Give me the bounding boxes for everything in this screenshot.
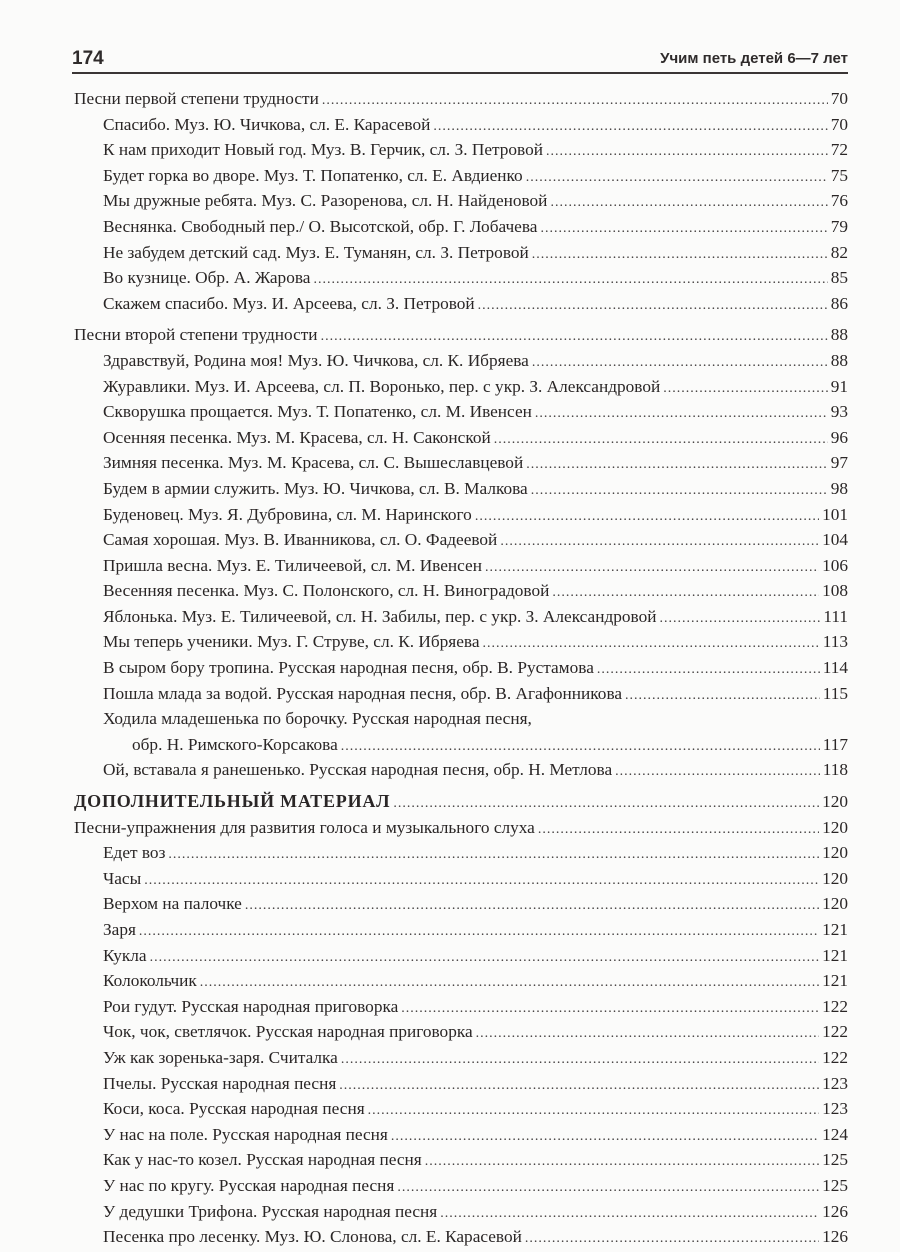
- toc-item-title: Самая хорошая. Муз. В. Иванникова, сл. О. Фадеевой: [103, 530, 498, 550]
- toc-page: 96: [830, 427, 848, 447]
- toc-item[interactable]: [74, 399, 848, 425]
- toc-item-title: Чок, чок, светлячок. Русская народная приговорка: [103, 1022, 473, 1042]
- leader-dots: [391, 1124, 819, 1150]
- leader-dots: [532, 350, 828, 376]
- toc-item[interactable]: [74, 291, 848, 317]
- leader-dots: [341, 1047, 819, 1073]
- toc-page: 125: [822, 1150, 848, 1170]
- toc-item-title: Зимняя песенка. Муз. М. Красева, сл. С. Вышеславцевой: [103, 453, 524, 473]
- leader-dots: [552, 580, 819, 606]
- toc-item-title: Пошла млада за водой. Русская народная песня, обр. В. Агафонникова: [103, 683, 623, 703]
- leader-dots: [625, 683, 820, 709]
- toc-item[interactable]: [74, 553, 848, 579]
- leader-dots: [494, 427, 828, 453]
- toc-major-title: ДОПОЛНИТЕЛЬНЫЙ МАТЕРИАЛ: [74, 791, 391, 812]
- toc-item-title: Песенка про лесенку. Муз. Ю. Слонова, сл. Е. Карасевой: [103, 1227, 522, 1247]
- leader-dots: [313, 267, 827, 293]
- toc-item-title: Будет горка во дворе. Муз. Т. Попатенко, сл. Е. Авдиенко: [103, 165, 523, 185]
- leader-dots: [144, 868, 819, 894]
- toc-item-title: Весенняя песенка. Муз. С. Полонского, сл. Н. Виноградовой: [103, 581, 550, 601]
- toc-page: 122: [822, 1047, 848, 1067]
- toc-page: 120: [822, 843, 848, 863]
- toc-page: 117: [822, 734, 848, 754]
- leader-dots: [526, 452, 828, 478]
- toc-page: 101: [822, 504, 848, 524]
- toc-item-title: К нам приходит Новый год. Муз. В. Герчик, сл. З. Петровой: [103, 140, 543, 160]
- toc-page: 76: [830, 191, 848, 211]
- leader-dots: [397, 1175, 819, 1201]
- toc-page: 79: [830, 216, 848, 236]
- leader-dots: [483, 631, 820, 657]
- leader-dots: [440, 1201, 819, 1227]
- toc-item[interactable]: [74, 1045, 848, 1071]
- toc-page: 82: [830, 242, 848, 262]
- toc-item[interactable]: [74, 1096, 848, 1122]
- toc-item-title: Колокольчик: [103, 971, 197, 991]
- toc-item-title: У дедушки Трифона. Русская народная песня: [103, 1201, 438, 1221]
- leader-dots: [532, 242, 828, 268]
- toc-item[interactable]: [74, 840, 848, 866]
- toc-item[interactable]: [74, 994, 848, 1020]
- toc-item-title: Рои гудут. Русская народная приговорка: [103, 996, 399, 1016]
- header-rule: [72, 72, 848, 74]
- toc-page: 121: [822, 971, 848, 991]
- toc-page: 104: [822, 530, 848, 550]
- toc-item[interactable]: [74, 137, 848, 163]
- toc-item-title: Пчелы. Русская народная песня: [103, 1073, 337, 1093]
- toc-section-title: Песни второй степени трудности: [74, 325, 318, 345]
- leader-dots: [339, 1073, 819, 1099]
- toc-item[interactable]: [74, 476, 848, 502]
- toc-item-title: Журавлики. Муз. И. Арсеева, сл. П. Воронько, пер. с укр. З. Александровой: [103, 376, 661, 396]
- leader-dots: [485, 555, 819, 581]
- toc-page: 98: [830, 478, 848, 498]
- toc-item[interactable]: [74, 604, 848, 630]
- toc-item-title: Здравствуй, Родина моя! Муз. Ю. Чичкова, сл. К. Ибряева: [103, 350, 529, 370]
- toc-page: 123: [822, 1073, 848, 1093]
- toc-page: 114: [822, 658, 848, 678]
- leader-dots: [150, 945, 820, 971]
- toc-subsection-title: Песни-упражнения для развития голоса и музыкального слуха: [74, 817, 535, 837]
- toc-page: 125: [822, 1175, 848, 1195]
- toc-item-title: Пришла весна. Муз. Е. Тиличеевой, сл. М. Ивенсен: [103, 555, 482, 575]
- toc-page: 91: [830, 376, 848, 396]
- toc-item-title: Кукла: [103, 945, 147, 965]
- leader-dots: [200, 970, 819, 996]
- toc-item-title: У нас по кругу. Русская народная песня: [103, 1175, 395, 1195]
- toc-page: 122: [822, 996, 848, 1016]
- toc-item-title: Заря: [103, 920, 136, 939]
- leader-dots: [540, 216, 827, 242]
- toc-item-title: В сыром бору тропина. Русская народная песня, обр. В. Рустамова: [103, 658, 594, 678]
- toc-page: 126: [822, 1201, 848, 1221]
- leader-dots: [368, 1098, 819, 1124]
- leader-dots: [393, 791, 819, 817]
- toc-section-1[interactable]: [74, 86, 848, 112]
- toc-page: 88: [830, 350, 848, 370]
- leader-dots: [500, 529, 819, 555]
- toc-item-title: Скворушка прощается. Муз. Т. Попатенко, сл. М. Ивенсен: [103, 402, 532, 422]
- leader-dots: [341, 734, 820, 760]
- leader-dots: [663, 376, 828, 402]
- toc-item[interactable]: [74, 655, 848, 681]
- toc-item[interactable]: [74, 502, 848, 528]
- leader-dots: [546, 139, 828, 165]
- leader-dots: [526, 165, 828, 191]
- toc-item-title: Веснянка. Свободный пер./ О. Высотской, обр. Г. Лобачева: [103, 216, 538, 236]
- toc-item[interactable]: [74, 240, 848, 266]
- toc-page: 86: [830, 293, 848, 313]
- toc-item[interactable]: [74, 681, 848, 707]
- toc-item[interactable]: [74, 188, 848, 214]
- leader-dots: [659, 606, 820, 632]
- toc-item[interactable]: [74, 578, 848, 604]
- running-title: Учим петь детей 6—7 лет: [660, 50, 848, 67]
- toc-item-title: Скажем спасибо. Муз. И. Арсеева, сл. З. Петровой: [103, 293, 475, 313]
- toc-page: 121: [822, 945, 848, 965]
- page-header: [72, 36, 848, 70]
- toc-item[interactable]: [74, 425, 848, 451]
- toc-item-title: Ой, вставала я ранешенько. Русская народная песня, обр. Н. Метлова: [103, 760, 613, 780]
- toc-item-title: Во кузнице. Обр. А. Жарова: [103, 268, 311, 288]
- toc-page: 121: [822, 920, 848, 939]
- leader-dots: [139, 919, 819, 945]
- toc-item[interactable]: [74, 348, 848, 374]
- toc-item[interactable]: [74, 214, 848, 240]
- toc-item[interactable]: [74, 1019, 848, 1045]
- toc-item[interactable]: [74, 943, 848, 969]
- toc-item[interactable]: [74, 866, 848, 892]
- toc-item-continuation[interactable]: [74, 732, 848, 758]
- toc-item[interactable]: [74, 1173, 848, 1199]
- toc-item-title: Спасибо. Муз. Ю. Чичкова, сл. Е. Карасевой: [103, 114, 431, 134]
- leader-dots: [615, 759, 820, 785]
- toc-additional-material[interactable]: [74, 789, 848, 815]
- leader-dots: [478, 293, 828, 319]
- toc-subsection[interactable]: [74, 815, 848, 841]
- toc-item[interactable]: [74, 265, 848, 291]
- page-number: 174: [72, 48, 104, 69]
- toc-item-title: Будем в армии служить. Муз. Ю. Чичкова, сл. В. Малкова: [103, 478, 528, 498]
- toc-page: 120: [822, 868, 848, 888]
- leader-dots: [535, 401, 828, 427]
- toc-item[interactable]: [74, 112, 848, 138]
- toc-item[interactable]: [74, 450, 848, 476]
- toc-item[interactable]: [74, 1224, 848, 1250]
- toc-item-title: Яблонька. Муз. Е. Тиличеевой, сл. Н. Забилы, пер. с укр. З. Александровой: [103, 606, 657, 626]
- toc-section-title: Песни первой степени трудности: [74, 89, 319, 108]
- toc-page: 118: [822, 760, 848, 780]
- toc-item-title: Как у нас-то козел. Русская народная песня: [103, 1150, 422, 1170]
- toc-item[interactable]: [74, 527, 848, 553]
- toc-item-title: Буденовец. Муз. Я. Дубровина, сл. М. Наринского: [103, 504, 472, 524]
- toc-item-title-continuation: обр. Н. Римского-Корсакова: [132, 734, 338, 754]
- leader-dots: [525, 1226, 819, 1252]
- toc-item[interactable]: [74, 629, 848, 655]
- leader-dots: [401, 996, 819, 1022]
- toc-page: 97: [830, 453, 848, 473]
- toc-page: 123: [822, 1099, 848, 1119]
- toc-item-title: Ходила младешенька по борочку. Русская народная песня,: [103, 709, 532, 729]
- toc-page: 120: [822, 894, 848, 914]
- leader-dots: [433, 114, 827, 140]
- toc-item-title: Не забудем детский сад. Муз. Е. Туманян, сл. З. Петровой: [103, 242, 529, 262]
- leader-dots: [550, 190, 827, 216]
- leader-dots: [476, 1021, 819, 1047]
- toc-item-title: Мы теперь ученики. Муз. Г. Струве, сл. К. Ибряева: [103, 632, 480, 652]
- toc-item[interactable]: [74, 757, 848, 783]
- toc-page: 72: [830, 140, 848, 160]
- leader-dots: [321, 324, 828, 350]
- toc-item-title: У нас на поле. Русская народная песня: [103, 1124, 388, 1144]
- toc-item-title: Осенняя песенка. Муз. М. Красева, сл. Н. Саконской: [103, 427, 491, 447]
- toc-page: 85: [830, 268, 848, 288]
- toc-page: 88: [830, 325, 848, 345]
- toc-item[interactable]: [74, 1122, 848, 1148]
- leader-dots: [322, 88, 828, 114]
- leader-dots: [168, 842, 819, 868]
- toc-item-title: Мы дружные ребята. Муз. С. Разоренова, сл. Н. Найденовой: [103, 191, 548, 211]
- leader-dots: [597, 657, 820, 683]
- leader-dots: [475, 504, 819, 530]
- table-of-contents: [74, 86, 848, 1250]
- toc-item[interactable]: [74, 374, 848, 400]
- toc-page: 111: [823, 606, 848, 626]
- toc-item[interactable]: [74, 1147, 848, 1173]
- toc-section-2[interactable]: [74, 322, 848, 348]
- toc-page: 70: [830, 89, 848, 108]
- toc-page: 75: [830, 165, 848, 185]
- toc-item-first-line[interactable]: [74, 706, 848, 732]
- toc-item-title: Часы: [103, 868, 142, 888]
- toc-page: 122: [822, 1022, 848, 1042]
- toc-item-title: Едет воз: [103, 843, 166, 863]
- toc-page: 124: [822, 1124, 848, 1144]
- toc-page: 106: [822, 555, 848, 575]
- toc-item[interactable]: [74, 1071, 848, 1097]
- toc-item[interactable]: [74, 968, 848, 994]
- toc-page: 115: [822, 683, 848, 703]
- toc-item-title: Коси, коса. Русская народная песня: [103, 1099, 365, 1119]
- leader-dots: [531, 478, 828, 504]
- leader-dots: [538, 817, 819, 843]
- toc-page: 108: [822, 581, 848, 601]
- toc-page: 113: [822, 632, 848, 652]
- toc-page: 70: [830, 114, 848, 134]
- toc-page: 126: [822, 1227, 848, 1247]
- leader-dots: [245, 893, 819, 919]
- toc-item-title: Уж как зоренька-заря. Считалка: [103, 1047, 338, 1067]
- toc-item-title: Верхом на палочке: [103, 894, 242, 914]
- leader-dots: [425, 1149, 819, 1175]
- toc-page: 120: [822, 817, 848, 837]
- toc-item[interactable]: [74, 917, 848, 943]
- toc-page: 93: [830, 402, 848, 422]
- toc-item[interactable]: [74, 163, 848, 189]
- toc-page: 120: [822, 792, 848, 812]
- toc-item[interactable]: [74, 1199, 848, 1225]
- toc-item[interactable]: [74, 891, 848, 917]
